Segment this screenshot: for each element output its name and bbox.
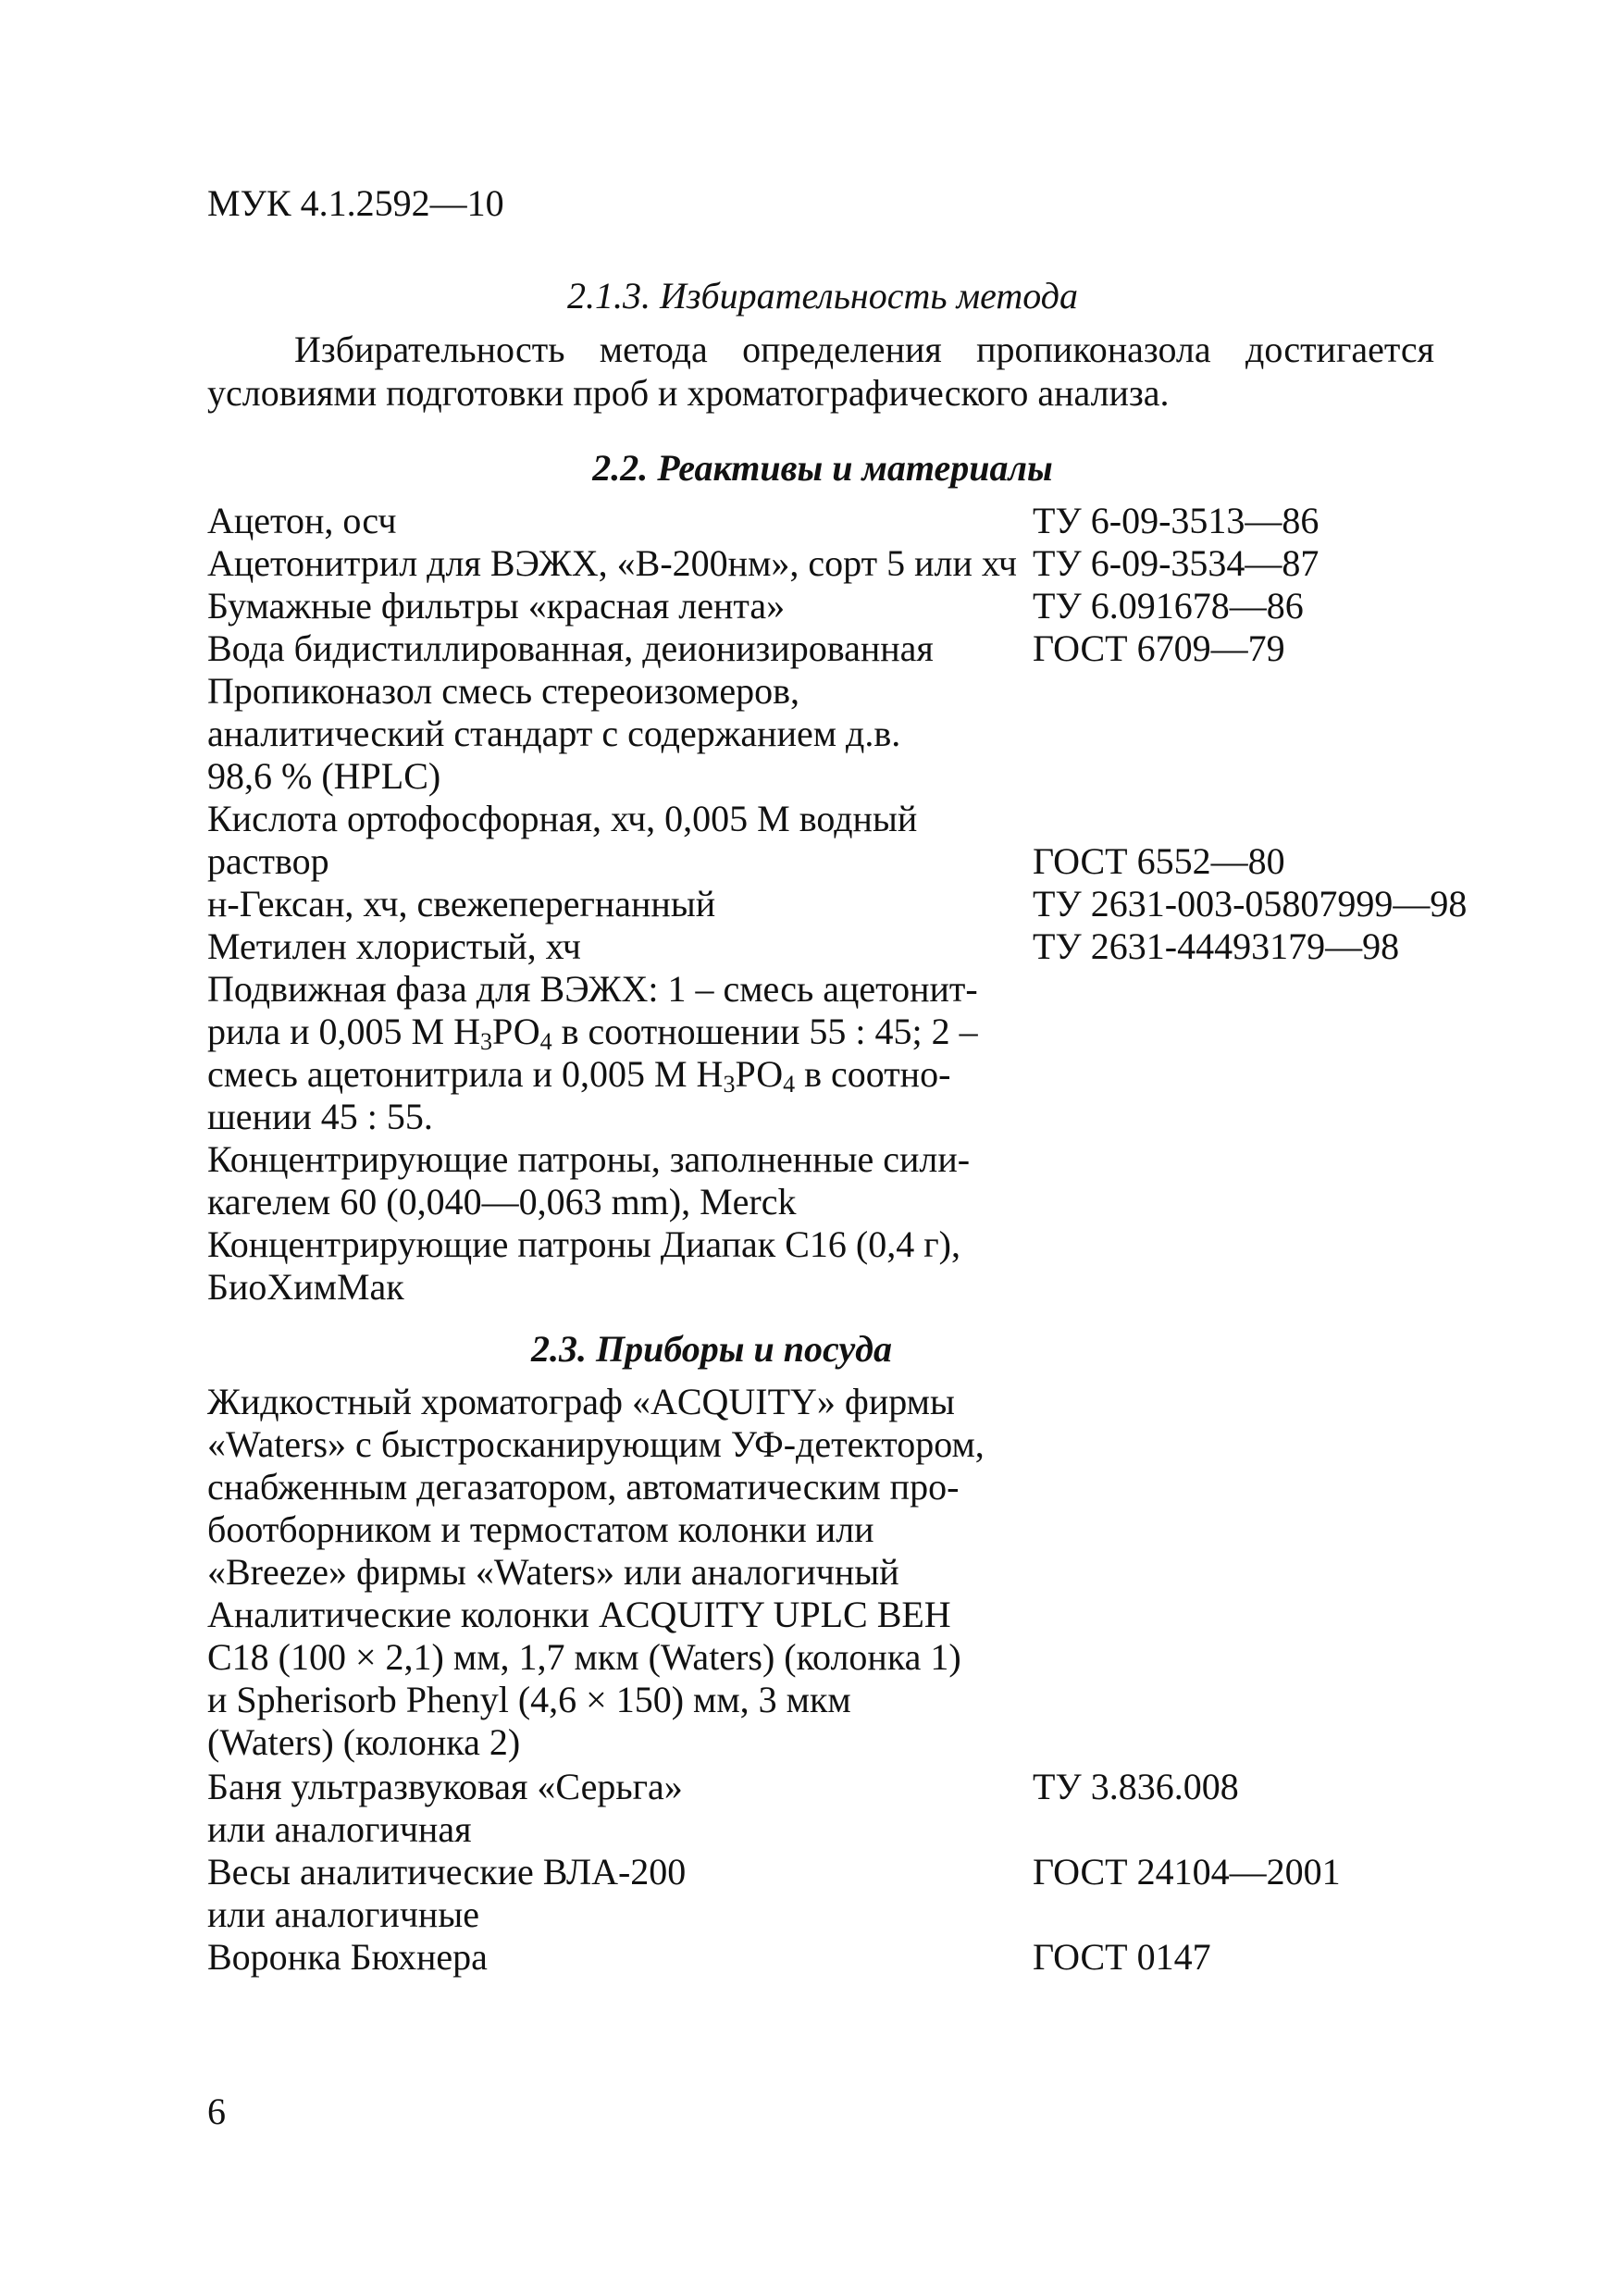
selectivity-paragraph-line-1: Избирательность метода определения пропиконазола достигается xyxy=(294,329,1434,370)
equipment-standard: ГОСТ 24104—2001 xyxy=(1033,1851,1341,1893)
section-2-1-3-title: 2.1.3. Избирательность метода xyxy=(567,275,1078,316)
reagent-name: Вода бидистиллированная, деионизированная xyxy=(207,627,934,669)
equipment-name-continued: или аналогичные xyxy=(207,1893,479,1935)
equipment-name-continued: или аналогичная xyxy=(207,1808,472,1850)
propiconazole-line: аналитический стандарт с содержанием д.в. xyxy=(207,713,901,754)
cartridges-line: кагелем 60 (0,040—0,063 mm), Merck xyxy=(207,1181,797,1222)
propiconazole-standard-item xyxy=(207,670,1022,798)
reagent-name: н-Гексан, хч, свежеперегнанный xyxy=(207,883,716,925)
page-number: 6 xyxy=(207,2091,226,2132)
document-code-header: МУК 4.1.2592—10 xyxy=(207,182,504,224)
chromatograph-line: боотборником и термостатом колонки или xyxy=(207,1508,874,1550)
reagent-standard: ТУ 2631-003-05807999—98 xyxy=(1033,883,1468,925)
reagent-standard: ТУ 6.091678—86 xyxy=(1033,585,1304,627)
columns-line: Аналитические колонки ACQUITY UPLC BEH xyxy=(207,1594,951,1635)
reagent-name: Ацетонитрил для ВЭЖХ, «В-200нм», сорт 5 или хч xyxy=(207,542,1017,584)
reagent-standard: ТУ 6-09-3513—86 xyxy=(1033,500,1319,541)
reagent-standard: ГОСТ 6709—79 xyxy=(1033,627,1285,669)
section-2-3-title: 2.3. Приборы и посуда xyxy=(531,1328,892,1370)
reagent-standard: ТУ 2631-44493179—98 xyxy=(1033,925,1400,967)
selectivity-paragraph-line-2: условиями подготовки проб и хроматографического анализа. xyxy=(207,372,1170,414)
chromatograph-line: снабженным дегазатором, автоматическим про- xyxy=(207,1466,960,1508)
mobile-phase-line-2: рила и 0,005 М $Н_3РО_4$ в соотношении 55 : 45; 2 – xyxy=(207,1011,978,1055)
columns-line: (Waters) (колонка 2) xyxy=(207,1721,521,1763)
mobile-phase-line-4: шении 45 : 55. xyxy=(207,1096,433,1137)
section-2-2-title: 2.2. Реактивы и материалы xyxy=(592,447,1053,489)
equipment-standard: ГОСТ 0147 xyxy=(1033,1936,1211,1978)
phosphoric-acid-item xyxy=(207,798,1022,883)
mobile-phase-item xyxy=(207,968,1022,1138)
phosphoric-acid-line-1: Кислота ортофосфорная, хч, 0,005 М водный xyxy=(207,798,918,839)
reagent-standard: ТУ 6-09-3534—87 xyxy=(1033,542,1319,584)
columns-line: C18 (100 × 2,1) мм, 1,7 мкм (Waters) (колонка 1) xyxy=(207,1636,961,1678)
cartridges-line: БиоХимМак xyxy=(207,1266,404,1308)
chromatograph-line: Жидкостный хроматограф «ACQUITY» фирмы xyxy=(207,1381,955,1422)
reagent-name: Бумажные фильтры «красная лента» xyxy=(207,585,786,627)
reagent-standard: ГОСТ 6552—80 xyxy=(1033,840,1285,882)
cartridges-line: Концентрирующие патроны, заполненные сили- xyxy=(207,1138,971,1180)
propiconazole-line: 98,6 % (HPLC) xyxy=(207,755,441,797)
chromatograph-line: «Waters» с быстросканирующим УФ-детектором, xyxy=(207,1423,985,1465)
cartridges-item xyxy=(207,1138,1022,1309)
chromatograph-line: «Breeze» фирмы «Waters» или аналогичный xyxy=(207,1551,899,1593)
reagent-name: Ацетон, осч xyxy=(207,500,397,541)
chromatograph-item xyxy=(207,1381,1022,1764)
phosphoric-acid-line-2: раствор xyxy=(207,840,329,882)
mobile-phase-line-1: Подвижная фаза для ВЭЖХ: 1 – смесь ацетонит- xyxy=(207,968,978,1010)
columns-line: и Spherisorb Phenyl (4,6 × 150) мм, 3 мкм xyxy=(207,1679,851,1720)
equipment-name: Весы аналитические ВЛА-200 xyxy=(207,1851,687,1893)
equipment-name: Баня ультразвуковая «Серьга» xyxy=(207,1766,683,1807)
equipment-name: Воронка Бюхнера xyxy=(207,1936,488,1978)
reagent-name: Метилен хлористый, хч xyxy=(207,925,581,967)
propiconazole-line: Пропиконазол смесь стереоизомеров, xyxy=(207,670,799,712)
equipment-standard: ТУ 3.836.008 xyxy=(1033,1766,1239,1807)
selectivity-paragraph xyxy=(207,328,1434,415)
cartridges-line: Концентрирующие патроны Диапак С16 (0,4 г), xyxy=(207,1223,960,1265)
mobile-phase-line-3: смесь ацетонитрила и 0,005 М $Н_3РО_4$ в соотно- xyxy=(207,1053,951,1098)
